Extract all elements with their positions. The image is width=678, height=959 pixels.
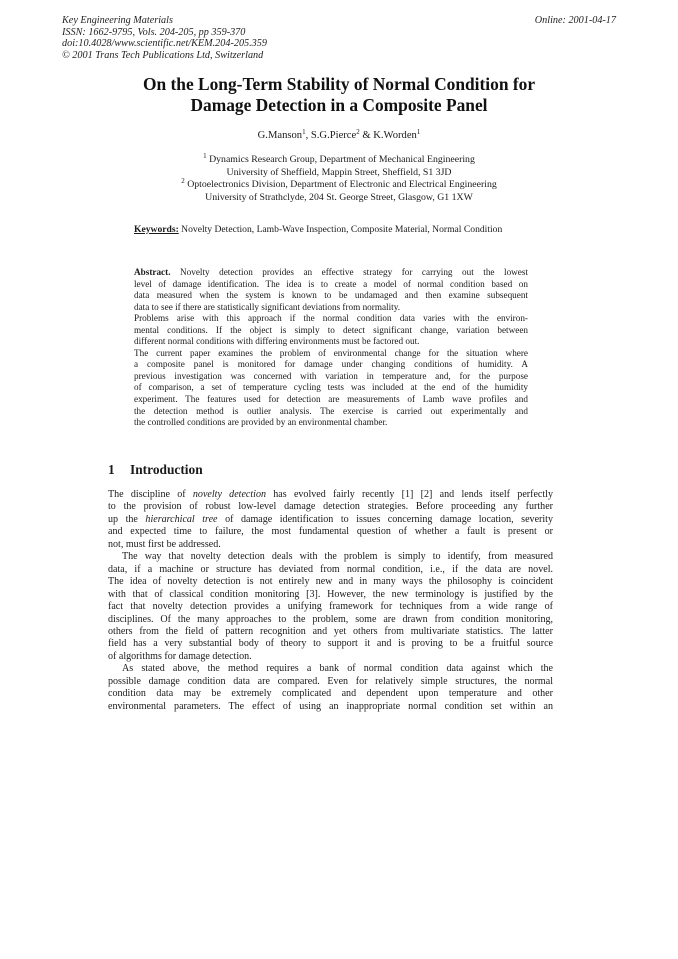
affiliation-1-line-1: Dynamics Research Group, Department of Mechanical Engineering	[209, 154, 475, 165]
abstract-line: data measured when the system is known to be undamaged and then examine subsequent	[134, 290, 528, 301]
body-line: environmental parameters. The effect of using an inappropriate normal condition set within an	[108, 700, 553, 712]
abstract-line: The current paper examines the problem of environmental change for the situation where	[134, 347, 528, 358]
author-1: G.Manson	[257, 130, 303, 141]
abstract-line: data to see if there are statistically significant deviations from normality.	[134, 301, 401, 312]
body-text	[108, 489, 553, 713]
abstract-line: Problems arise with this approach if the normal condition data varies with the environ-	[134, 313, 528, 324]
author-3-affil: 1	[416, 128, 421, 136]
abstract-line: a composite panel is monitored for damage under changing conditions of humidity. A	[134, 359, 528, 370]
author-3: K.Worden	[373, 130, 417, 141]
body-line: others from the field of pattern recognition and yet others from multivariate statistics. The latter	[108, 625, 553, 637]
abstract-line: level of damage identification. The idea is to create a model of normal condition based on	[134, 278, 528, 289]
affiliation-2-address: University of Strathclyde, 204 St. George Street, Glasgow, G1 1XW	[205, 191, 473, 203]
body-line: disciplines. Of the many approaches to the problem, some are drawn from condition monitoring,	[108, 613, 553, 625]
abstract-line: mental conditions. If the object is simply to detect significant change, variation between	[134, 324, 528, 335]
abstract-line: experiment. The features used for detection are measurements of Lamb wave profiles and	[134, 394, 528, 405]
author-2: S.G.Pierce	[310, 130, 357, 141]
affiliation-1-address: University of Sheffield, Mappin Street, Sheffield, S1 3JD	[226, 166, 452, 178]
section-number: 1	[108, 462, 115, 477]
abstract-line: of comparison, a set of temperature cycling tests was included at the end of the humidity	[134, 382, 528, 393]
emphasis: novelty detection	[192, 489, 266, 500]
section-heading	[108, 462, 203, 478]
author-1-affil: 1	[302, 128, 306, 136]
affiliations	[0, 154, 678, 204]
body-line: with that of classical condition monitoring [3]. However, the new terminology is justified by the	[108, 588, 553, 600]
author-list	[0, 130, 678, 141]
body-line: and expected time to failure, the most fundamental question of whether a fault is present or	[108, 526, 553, 538]
body-line: The idea of novelty detection is not entirely new and in many ways the philosophy is coincident	[108, 576, 553, 588]
abstract-label: Abstract.	[134, 267, 171, 277]
affiliation-1	[0, 154, 678, 167]
doi-line[interactable]: doi:10.4028/www.scientific.net/KEM.204-205.359	[62, 38, 267, 49]
emphasis: hierarchical tree	[145, 513, 218, 525]
abstract-line: the controlled conditions are provided by an environmental chamber.	[134, 417, 388, 428]
issn-line: ISSN: 1662-9795, Vols. 204-205, pp 359-370	[62, 26, 246, 38]
affiliation-2-marker: 2	[181, 177, 185, 186]
abstract-line: Abstract. Novelty detection provides an effective strategy for carrying out the lowest	[134, 267, 529, 277]
title-line-1: On the Long-Term Stability of Normal Condition for	[142, 74, 536, 94]
body-line: to the provision of robust low-level damage detection strategies. Before proceeding any further	[108, 501, 553, 513]
author-separator: &	[359, 130, 374, 141]
body-line: data, if a machine or structure has deviated from normal condition, i.e., if the data are novel.	[108, 563, 553, 575]
affiliation-1-marker: 1	[203, 152, 207, 160]
body-line: The discipline of novelty detection has evolved fairly recently [1] [2] and lends itself perfectly	[108, 489, 553, 500]
body-line: fact that novelty detection provides a unifying framework for techniques from a wide range of	[108, 601, 553, 613]
abstract-line: different normal conditions with differing environments must be factored out.	[134, 336, 420, 347]
title-line-2: Damage Detection in a Composite Panel	[190, 95, 488, 115]
section-title: Introduction	[130, 462, 203, 477]
body-line: possible damage condition data are compared. Even for relatively simple structures, the normal	[108, 675, 553, 687]
body-line: condition data may be extremely complicated and dependent upon temperature and other	[108, 688, 553, 700]
keywords-text: Novelty Detection, Lamb-Wave Inspection, Composite Material, Normal Condition	[181, 224, 503, 235]
online-date: Online: 2001-04-17	[534, 15, 616, 26]
journal-name: Key Engineering Materials	[62, 15, 173, 26]
body-line: of algorithms for damage detection.	[108, 650, 252, 662]
body-line: The way that novelty detection deals with the problem is simply to identify, from measured	[122, 551, 553, 563]
body-line: As stated above, the method requires a bank of normal condition data against which the	[122, 663, 553, 675]
affiliation-2-line-1: Optoelectronics Division, Department of Electronic and Electrical Engineering	[187, 179, 497, 191]
page-header	[62, 15, 616, 61]
abstract-line: previous investigation was concerned with variation in temperature and, for the purpose	[134, 370, 528, 381]
copyright-line: © 2001 Trans Tech Publications Ltd, Switzerland	[62, 49, 264, 61]
abstract-line: the detection method is outlier analysis. The exercise is carried out experimentally and	[134, 405, 528, 416]
keywords	[134, 224, 528, 237]
affiliation-2	[0, 179, 678, 192]
body-line: field has a very substantial body of theory to support it and is proving to be a fruitful source	[108, 638, 553, 650]
body-line: not, must first be addressed.	[108, 538, 221, 550]
author-separator: ,	[305, 130, 311, 141]
keywords-label: Keywords:	[134, 224, 179, 235]
author-2-affil: 2	[356, 128, 360, 136]
paper-title	[62, 74, 616, 116]
body-line: up the hierarchical tree of damage identification to issues concerning damage location, severity	[108, 513, 553, 525]
abstract	[134, 267, 528, 429]
